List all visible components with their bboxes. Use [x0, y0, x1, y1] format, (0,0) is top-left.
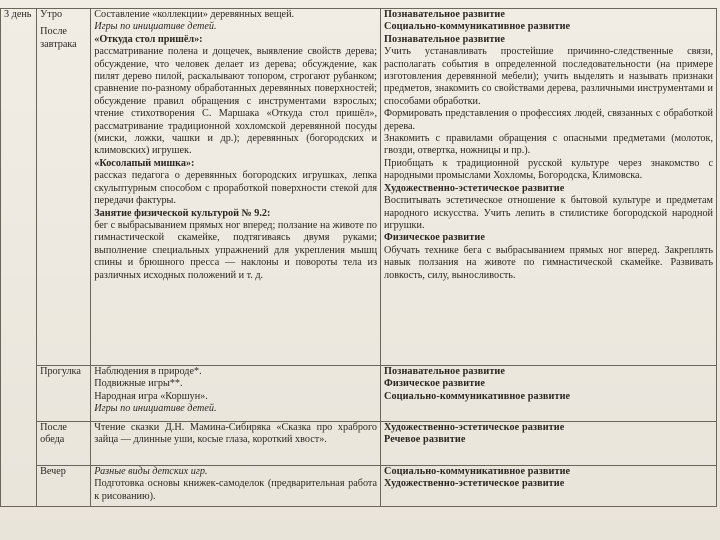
areas-cell-morning: [381, 9, 717, 366]
activities-cell-evening: [91, 466, 381, 507]
table-row-after-lunch: [1, 422, 717, 466]
areas-cell-walk: [381, 366, 717, 422]
area-title: Физическое развитие: [384, 378, 485, 390]
activity-heading: Занятие физической культурой № 9.2:: [94, 207, 271, 219]
time-cell-morning: [37, 9, 91, 366]
time-cell-after-lunch: После обеда: [37, 422, 91, 466]
activity-heading: «Откуда стол пришёл»:: [94, 33, 203, 45]
table-row-evening: [1, 466, 717, 507]
table-row-walk: [1, 366, 717, 422]
area-text: Формировать представления о профессиях людей, связанных с обработкой дерева.: [384, 108, 713, 132]
area-text: Приобщать к традиционной русской культуре через знакомство с народными промыслами Хохломы, Богородска, Климовска.: [384, 157, 713, 182]
activity-text: бег с выбрасыванием прямых ног вперед; ползание на животе по гимнастической скамейке, подтягиваясь двумя руками; выполнение специальных упражнений для укрепления мышц спины и брюшного пресса — наклоны и повороты тела из различных исходных положений и т. д.: [94, 219, 378, 281]
time-label: После завтрака: [40, 26, 77, 50]
area-text: Воспитывать эстетическое отношение к бытовой культуре и предметам народного искусства. Учить лепить в стилистике богородской народной игрушки.: [384, 195, 713, 231]
area-title: Познавательное развитие: [384, 366, 506, 377]
activity-text: Игры по инициативе детей.: [94, 21, 217, 33]
activities-cell-walk: [91, 366, 381, 422]
area-title: Социально-коммуникативное развитие: [384, 21, 571, 33]
activity-text: рассматривание полена и дощечек, выявление свойств дерева; обсуждение, что человек делает из дерева; обсуждение, как пилят дерево пилой, раскалывают топором, строгают рубанком; сравнение по-разному обработанных деревянных поверхностей; обсуждение правил обращения с инструментами взрослых; чтение стихотворения С. Маршака «Откуда стол пришёл», рассматривание традиционной хохломской деревянной посуды (миски, ложки, чашки и др.); деревянных (богородских и климовских) игрушек.: [94, 46, 378, 157]
area-title: Речевое развитие: [384, 434, 466, 446]
activity-text: Игры по инициативе детей.: [94, 403, 217, 415]
activity-text: Наблюдения в природе*.: [94, 366, 202, 377]
time-cell-walk: Прогулка: [37, 366, 91, 422]
area-title: Социально-коммуникативное развитие: [384, 390, 571, 402]
activity-text: Чтение сказки Д.Н. Мамина-Сибиряка «Сказка про храброго зайца — длинные уши, косые глаза, короткий хвост».: [94, 422, 378, 446]
area-title: Социально-коммуникативное развитие: [384, 466, 571, 477]
time-label: Утро: [40, 9, 63, 20]
activities-cell-morning: [91, 9, 381, 366]
activity-text: рассказ педагога о деревянных богородских игрушках, лепка скульптурным способом с проработкой поверхности стекой для передачи фактуры.: [94, 170, 378, 207]
area-text: Знакомить с правилами обращения с опасными предметами (молоток, гвозди, отвертка, ножницы и пр.).: [384, 133, 713, 157]
activity-text: Подготовка основы книжек-самоделок (предварительная работа к рисованию).: [94, 478, 378, 502]
day-plan-table: [0, 8, 717, 507]
time-cell-evening: Вечер: [37, 466, 91, 507]
area-title: Художественно-эстетическое развитие: [384, 478, 565, 490]
activity-text: Составление «коллекции» деревянных вещей.: [94, 9, 295, 20]
area-text: Обучать технике бега с выбрасыванием прямых ног вперед. Закреплять навык ползания на животе по гимнастической скамейке. Развивать ловкость, силу, выносливость.: [384, 244, 713, 281]
activity-text: Подвижные игры**.: [94, 378, 183, 390]
area-title: Художественно-эстетическое развитие: [384, 422, 565, 433]
table-row-morning: [1, 9, 717, 366]
activity-heading: «Косолапый мишка»:: [94, 157, 195, 169]
activities-cell-after-lunch: [91, 422, 381, 466]
area-title: Познавательное развитие: [384, 33, 506, 45]
areas-cell-evening: [381, 466, 717, 507]
area-text: Учить устанавливать простейшие причинно-следственные связи, располагать события в определенной последовательности (на примере изготовления деревянной мебели); учить выделять и называть признаки предметов, знакомить со свойствами дерева, различными инструментами и способами обработки.: [384, 46, 713, 107]
activity-text: Разные виды детских игр.: [94, 466, 208, 477]
area-title: Познавательное развитие: [384, 9, 506, 20]
day-cell: 3 день: [1, 9, 37, 507]
area-title: Художественно-эстетическое развитие: [384, 182, 565, 194]
area-title: Физическое развитие: [384, 232, 485, 244]
areas-cell-after-lunch: [381, 422, 717, 466]
activity-text: Народная игра «Коршун».: [94, 390, 208, 402]
